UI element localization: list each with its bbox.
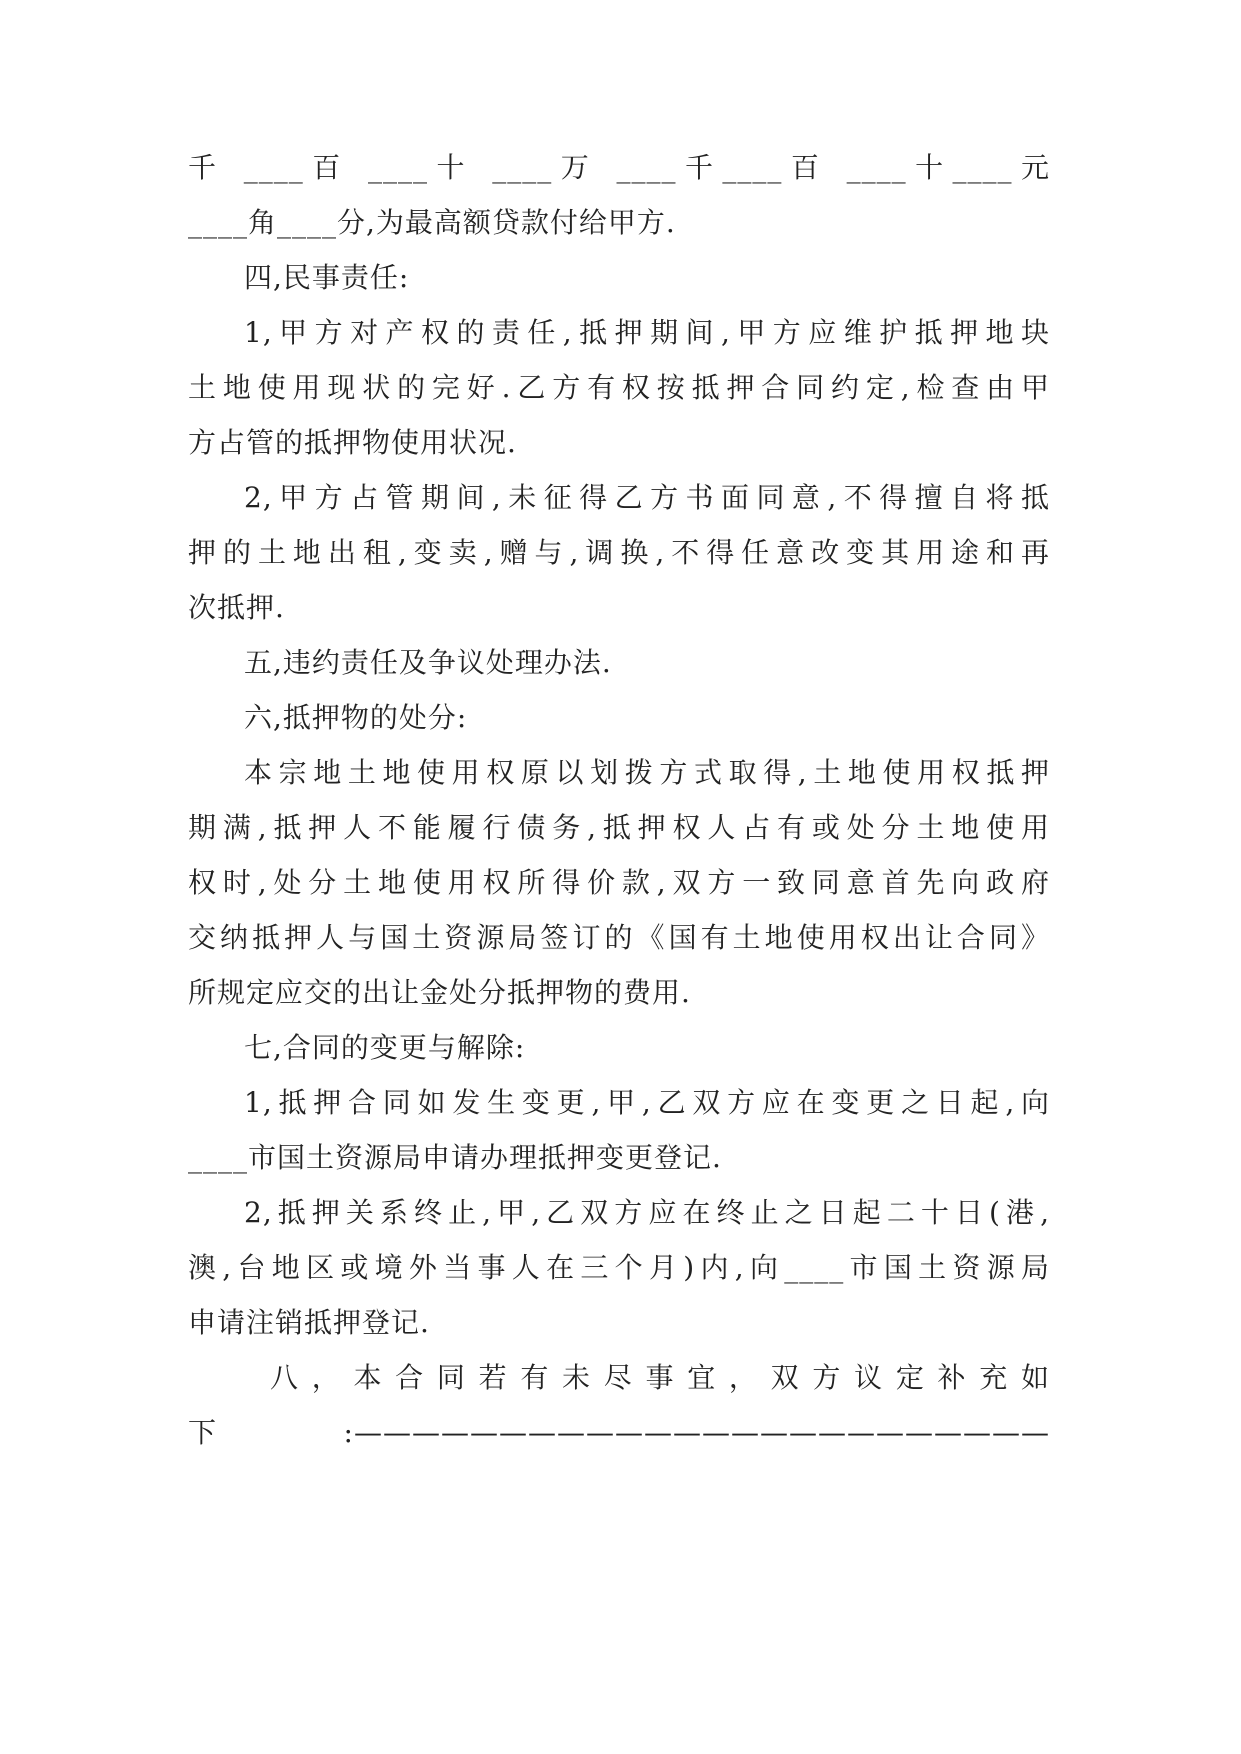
text-line: 土地使用现状的完好.乙方有权按抵押合同约定,检查由甲 — [188, 371, 1050, 404]
text-line: 期满,抵押人不能履行债务,抵押权人占有或处分土地使用 — [188, 811, 1050, 844]
text-line: 申请注销抵押登记. — [188, 1306, 430, 1339]
text-line: 方占管的抵押物使用状况. — [188, 426, 517, 459]
section-heading: 六,抵押物的处分: — [244, 701, 468, 734]
text-line: 下 :———————————————————————— — [188, 1416, 1050, 1449]
section-heading: 七,合同的变更与解除: — [244, 1031, 526, 1064]
text-line: 权时,处分土地使用权所得价款,双方一致同意首先向政府 — [188, 866, 1050, 899]
section-heading: 八，本合同若有未尽事宜，双方议定补充如 — [270, 1361, 1050, 1394]
text-line: 所规定应交的出让金处分抵押物的费用. — [188, 976, 691, 1009]
text-line: ____角____分,为最高额贷款付给甲方. — [188, 206, 676, 239]
text-line: 交纳抵押人与国土资源局签订的《国有土地使用权出让合同》 — [188, 921, 1050, 954]
section-heading: 五,违约责任及争议处理办法. — [244, 646, 612, 679]
text-line: 1,抵押合同如发生变更,甲,乙双方应在变更之日起,向 — [244, 1086, 1050, 1119]
text-line: 1,甲方对产权的责任,抵押期间,甲方应维护抵押地块 — [244, 316, 1050, 349]
text-line: 次抵押. — [188, 591, 285, 624]
section-heading: 四,民事责任: — [244, 261, 410, 294]
text-line: ____市国土资源局申请办理抵押变更登记. — [188, 1141, 722, 1174]
text-line: 澳,台地区或境外当事人在三个月)内,向____市国土资源局 — [188, 1251, 1050, 1284]
text-line: 千 ____百 ____十 ____万 ____千____百 ____十____元 — [188, 151, 1050, 184]
text-line: 2,抵押关系终止,甲,乙双方应在终止之日起二十日(港, — [244, 1196, 1050, 1229]
text-line: 押的土地出租,变卖,赠与,调换,不得任意改变其用途和再 — [188, 536, 1050, 569]
text-line: 2,甲方占管期间,未征得乙方书面同意,不得擅自将抵 — [244, 481, 1050, 514]
text-line: 本宗地土地使用权原以划拨方式取得,土地使用权抵押 — [244, 756, 1050, 789]
